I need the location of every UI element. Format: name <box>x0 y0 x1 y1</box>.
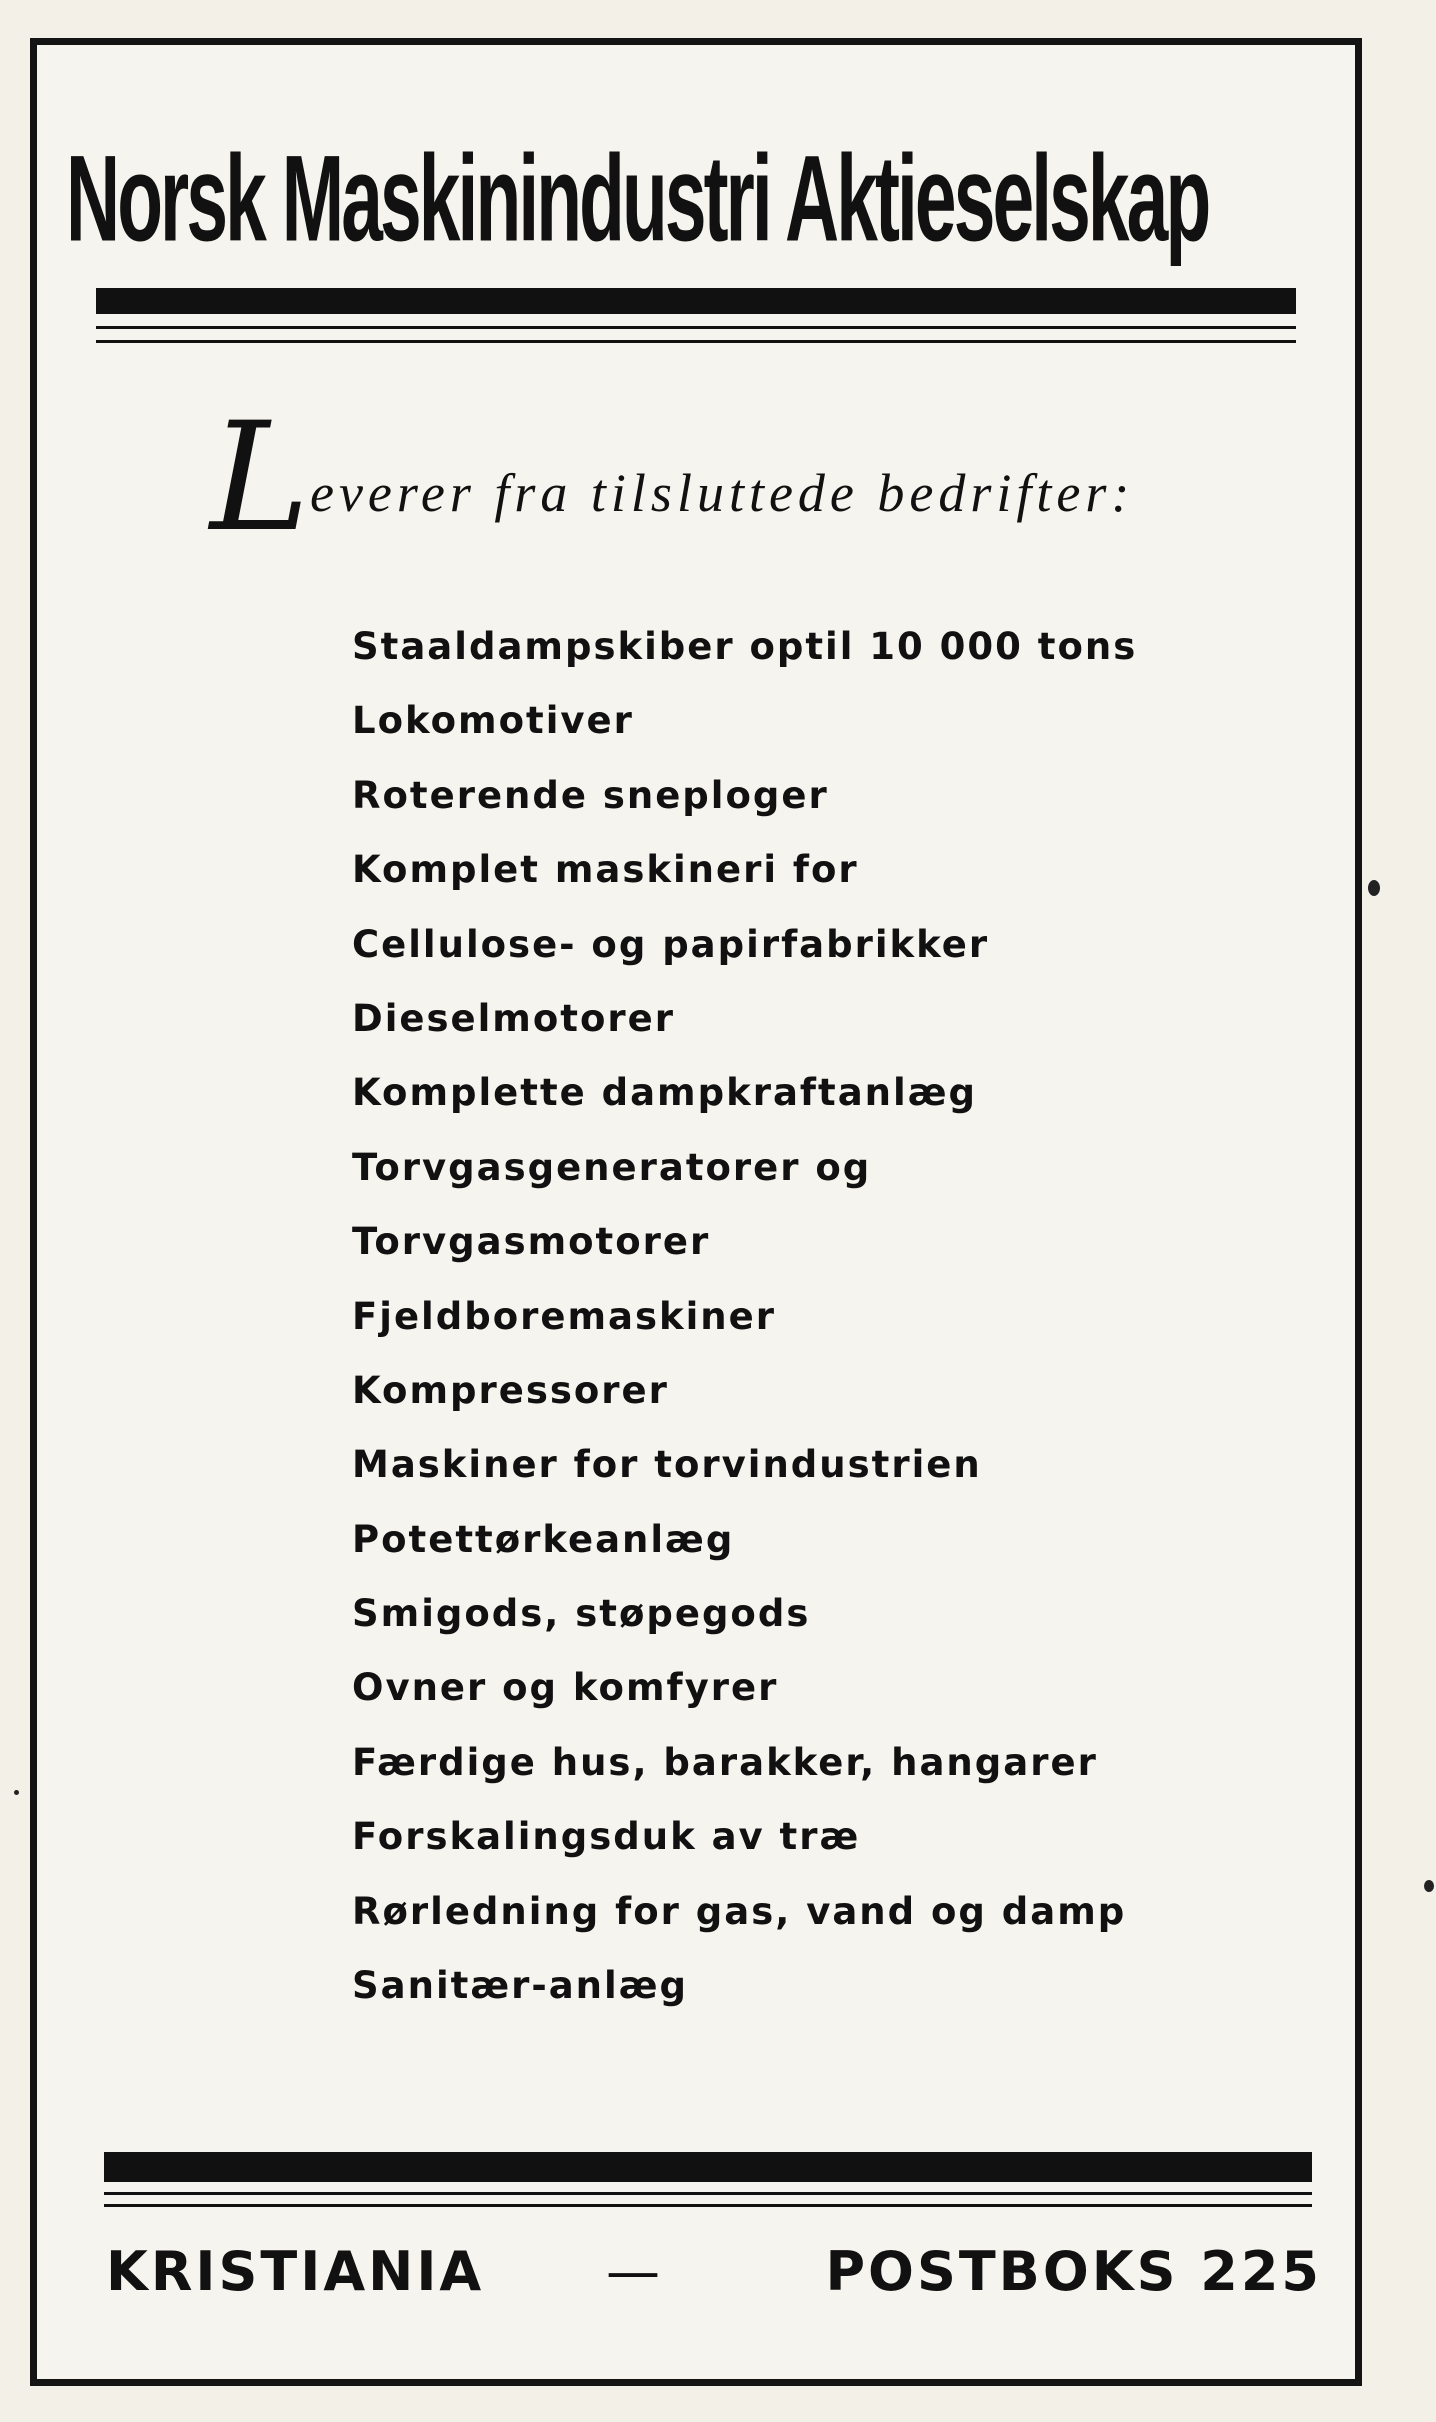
list-item: Roterende sneploger <box>352 773 829 817</box>
list-item: Færdige hus, barakker, hangarer <box>352 1740 1098 1784</box>
footer-postbox: POSTBOKS 225 <box>825 2240 1322 2303</box>
list-item: Komplet maskineri for <box>352 848 859 892</box>
list-item: Staaldampskiber optil 10 000 tons <box>352 625 1138 668</box>
company-name: Norsk Maskinindustri Aktieselskap <box>66 130 1209 268</box>
product-list <box>352 610 1312 2023</box>
list-item: Smigods, støpegods <box>352 1592 811 1636</box>
bottom-thick-rule <box>104 2152 1312 2182</box>
intro-line <box>210 391 1310 565</box>
list-item: Rørledning for gas, vand og damp <box>352 1889 1127 1933</box>
intro-initial: L <box>210 391 310 565</box>
scan-speck <box>1368 880 1380 896</box>
footer-city: KRISTIANIA <box>106 2240 485 2303</box>
top-thin-rule-2 <box>96 340 1296 343</box>
list-item: Potettørkeanlæg <box>352 1517 735 1561</box>
scan-speck <box>1424 1880 1434 1892</box>
scan-speck <box>14 1790 19 1795</box>
list-item: Dieselmotorer <box>352 996 675 1040</box>
list-item: Cellulose- og papirfabrikker <box>352 922 990 966</box>
bottom-thin-rule-2 <box>104 2204 1312 2207</box>
list-item: Torvgasmotorer <box>352 1220 711 1264</box>
bottom-thin-rule-1 <box>104 2192 1312 2195</box>
footer-address <box>106 2232 1322 2312</box>
top-thick-rule <box>96 288 1296 314</box>
list-item: Komplette dampkraftanlæg <box>352 1071 977 1115</box>
intro-text: everer fra tilsluttede bedrifter: <box>310 463 1135 523</box>
list-item: Ovner og komfyrer <box>352 1666 779 1710</box>
list-item: Torvgasgeneratorer og <box>352 1145 872 1189</box>
top-thin-rule-1 <box>96 326 1296 329</box>
footer-separator: — <box>606 2240 663 2303</box>
list-item: Forskalingsduk av træ <box>352 1815 861 1859</box>
list-item: Maskiner for torvindustrien <box>352 1443 982 1487</box>
list-item: Sanitær-anlæg <box>352 1964 688 2008</box>
list-item: Kompressorer <box>352 1368 669 1412</box>
list-item: Lokomotiver <box>352 699 634 743</box>
list-item: Fjeldboremaskiner <box>352 1294 776 1338</box>
